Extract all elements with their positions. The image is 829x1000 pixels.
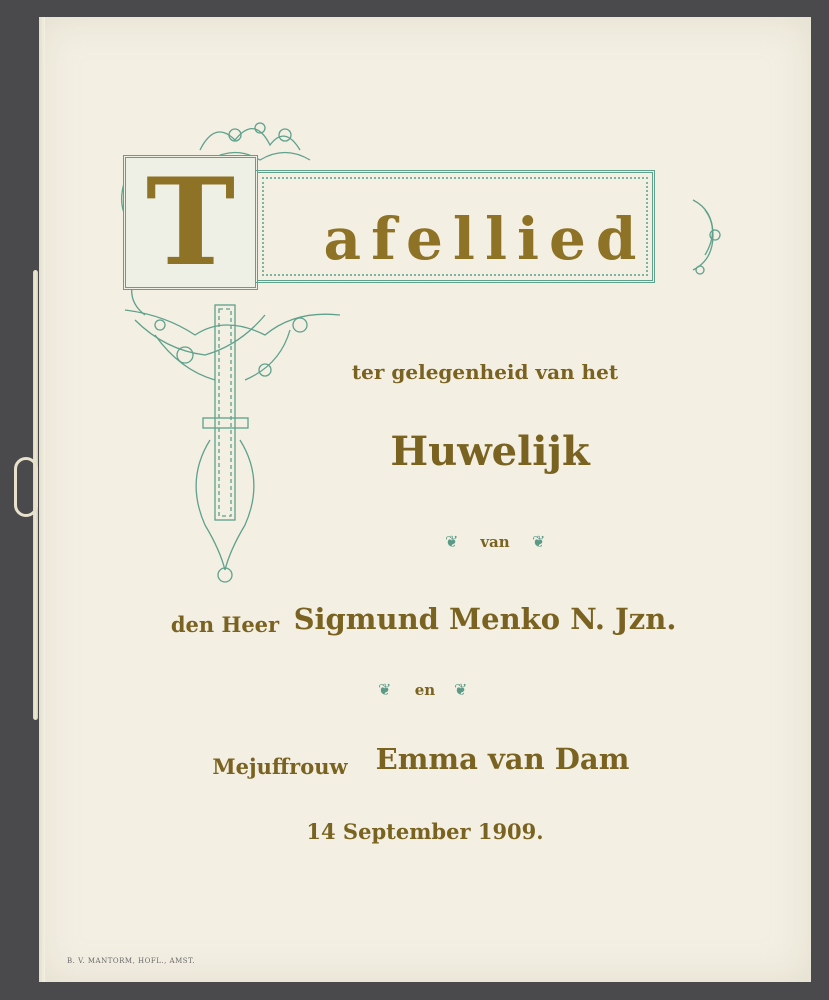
van-label: van xyxy=(480,533,510,551)
groom-prefix: den Heer xyxy=(170,612,280,637)
sprig-right-icon: ❦ xyxy=(454,680,468,699)
groom-name: Sigmund Menko N. Jzn. xyxy=(293,602,677,636)
drop-cap-frame xyxy=(123,152,258,293)
sprig-left-icon: ❦ xyxy=(445,532,459,551)
subtitle: ter gelegenheid van het xyxy=(351,360,619,384)
bride-name: Emma van Dam xyxy=(375,742,630,776)
title-initial: T xyxy=(145,152,236,293)
date: 14 September 1909. xyxy=(306,819,544,844)
occasion: Huwelijk xyxy=(390,428,590,475)
title: afellied xyxy=(323,205,647,273)
sprig-left-icon: ❦ xyxy=(378,680,392,699)
sprig-right-icon: ❦ xyxy=(532,532,546,551)
card-spine xyxy=(39,17,45,982)
cord-knot xyxy=(14,457,38,517)
bride-prefix: Mejuffrouw xyxy=(212,754,348,779)
en-label: en xyxy=(414,681,436,699)
printer-imprint: B. V. MANTORM, HOFL., AMST. xyxy=(67,957,195,965)
